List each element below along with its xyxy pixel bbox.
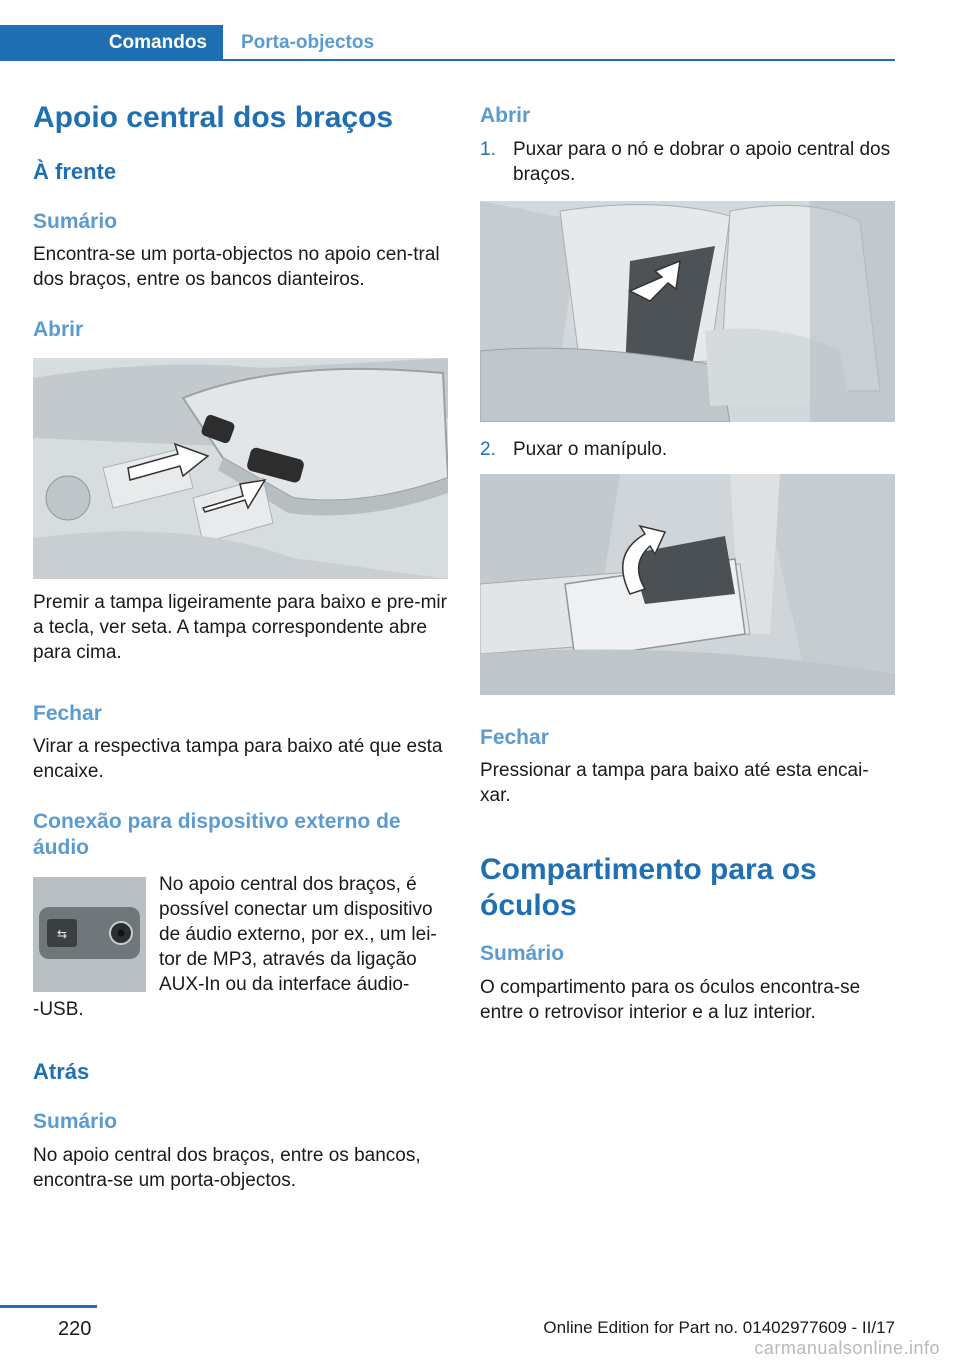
tab-porta-objectos[interactable]: Porta-objectos [241,32,375,53]
step-number: 2. [480,439,496,460]
aux-usb-port-illustration [33,877,146,992]
heading-glasses-summary: Sumário [480,942,565,965]
section-title-glasses: Compartimento para os óculos [480,853,817,922]
open-instructions: Premir a tampa ligeiramente para baixo e pre-mir a tecla, ver seta. A tampa correspondente abre para cima. [33,592,447,663]
step-2 [480,437,895,462]
rear-armrest-fold-illustration [480,201,895,422]
section-title-armrest: Apoio central dos braços [33,101,394,134]
heading-open-rear: Abrir [480,104,531,127]
step-1 [480,137,895,187]
page-number: 220 [58,1318,92,1340]
close-instructions: Virar a respectiva tampa para baixo até que esta encaixe. [33,736,443,782]
header-rule [0,59,895,61]
step-text: Puxar para o nó e dobrar o apoio central dos braços. [513,139,891,185]
audio-connection-text: No apoio central dos braços, é possível conectar um dispositivo de áudio externo, por ex., um lei-tor de MP3, através da ligação AUX-In ou da interface áudio- [159,874,437,995]
front-armrest-illustration [33,358,448,579]
heading-front: À frente [33,159,117,184]
step-text: Puxar o manípulo. [513,439,668,460]
step-number: 1. [480,139,496,160]
heading-close: Fechar [33,702,102,725]
footer-rule [0,1305,97,1308]
heading-audio-connection: Conexão para dispositivo externo de áudio [33,810,401,859]
rear-armrest-handle-drawing [480,474,895,695]
aux-usb-drawing [33,877,146,992]
rear-summary-text: No apoio central dos braços, entre os bancos, encontra-se um porta-objectos. [33,1145,421,1191]
watermark: carmanualsonline.info [754,1338,940,1358]
summary-text: Encontra-se um porta-objectos no apoio cen-tral dos braços, entre os bancos dianteiros. [33,244,440,290]
heading-rear: Atrás [33,1059,90,1084]
close-rear-text: Pressionar a tampa para baixo até esta encai-xar. [480,760,869,806]
tab-comandos[interactable]: Comandos [0,25,223,61]
heading-summary: Sumário [33,210,118,233]
front-armrest-drawing [33,358,448,579]
heading-open: Abrir [33,318,84,341]
rear-seat-drawing [480,201,895,422]
header-tabs [0,25,895,61]
audio-connection-text-tail: -USB. [33,999,84,1020]
heading-close-rear: Fechar [480,726,549,749]
heading-rear-summary: Sumário [33,1110,118,1133]
edition-info: Online Edition for Part no. 01402977609 - II/17 [543,1318,895,1337]
rear-armrest-handle-illustration [480,474,895,695]
svg-text:⇆: ⇆ [56,927,68,941]
glasses-summary-text: O compartimento para os óculos encontra-se entre o retrovisor interior e a luz interior. [480,977,861,1023]
